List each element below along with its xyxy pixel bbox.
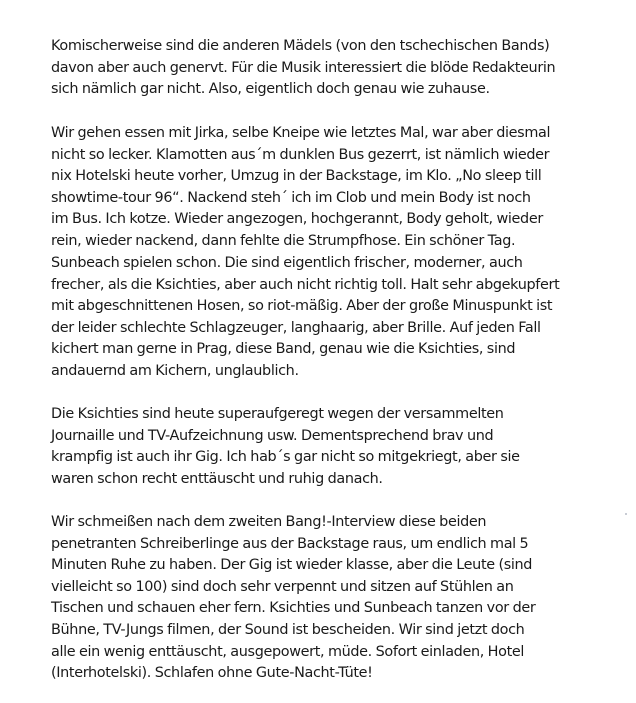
text-line: showtime-tour 96“. Nackend steh´ ich im Clob und mein Body ist noch (51, 189, 531, 206)
text-line: Tischen und schauen eher fern. Ksichties und Sunbeach tanzen vor der (51, 600, 536, 617)
text-line: Sunbeach spielen schon. Die sind eigentlich frischer, moderner, auch (51, 255, 523, 271)
text-line: (Interhotelski). Schlafen ohne Gute-Nacht-Tüte! (51, 665, 373, 682)
text-line: krampfig ist auch ihr Gig. Ich hab´s gar nicht so mitgekriegt, aber sie (51, 449, 520, 466)
text-line: vielleicht so 100) sind doch sehr verpennt und sitzen auf Stühlen an (51, 578, 514, 595)
text-line: Minuten Ruhe zu haben. Der Gig ist wieder klasse, aber die Leute (sind (51, 557, 533, 574)
text-line: rein, wieder nackend, dann fehlte die Strumpfhose. Ein schöner Tag. (51, 232, 516, 249)
text-line: der leider schlechte Schlagzeuger, langhaarig, aber Brille. Auf jeden Fall (51, 319, 541, 336)
text-line: andauernd am Kichern, unglaublich. (51, 362, 299, 379)
text-line: im Bus. Ich kotze. Wieder angezogen, hochgerannt, Body geholt, wieder (51, 211, 543, 228)
text-line: frecher, als die Ksichties, aber auch nicht richtig toll. Halt sehr abgekupfert (51, 276, 560, 293)
text-line: sich nämlich gar nicht. Also, eigentlich doch genau wie zuhause. (51, 81, 490, 98)
text-line: kichert man gerne in Prag, diese Band, genau wie die Ksichties, sind (51, 341, 516, 358)
text-line: waren schon recht enttäuscht und ruhig danach. (51, 470, 383, 487)
text-line: Bühne, TV-Jungs filmen, der Sound ist bescheiden. Wir sind jetzt doch (51, 621, 525, 638)
paragraph (51, 512, 631, 685)
paragraph (51, 253, 631, 383)
text-line: penetranten Schreiberlinge aus der Backstage raus, um endlich mal 5 (51, 535, 529, 552)
text-line: davon aber auch genervt. Für die Musik interessiert die blöde Redakteurin (51, 59, 556, 76)
text-line: nix Hotelski heute vorher, Umzug in der Backstage, im Klo. „No sleep till (51, 168, 542, 185)
text-line: nicht so lecker. Klamotten aus´m dunklen Bus gezerrt, ist nämlich wieder (51, 146, 550, 163)
paragraph (51, 36, 631, 101)
text-line: Wir schmeißen nach dem zweiten Bang!-Interview diese beiden (51, 514, 487, 530)
text-line: mit abgeschnittenen Hosen, so riot-mäßig. Aber der große Minuspunkt ist (51, 298, 553, 315)
scan-speck (625, 513, 627, 515)
text-line: Komischerweise sind die anderen Mädels (von den tschechischen Bands) (51, 38, 550, 54)
paragraph (51, 404, 631, 490)
text-line: Wir gehen essen mit Jirka, selbe Kneipe wie letztes Mal, war aber diesmal (51, 125, 551, 141)
text-line: Journaille und TV-Aufzeichnung usw. Dementsprechend brav und (51, 427, 494, 444)
text-line: alle ein wenig enttäuscht, ausgepowert, müde. Sofort einladen, Hotel (51, 643, 525, 660)
text-line: Die Ksichties sind heute superaufgeregt wegen der versammelten (51, 406, 504, 422)
paragraph (51, 123, 631, 253)
